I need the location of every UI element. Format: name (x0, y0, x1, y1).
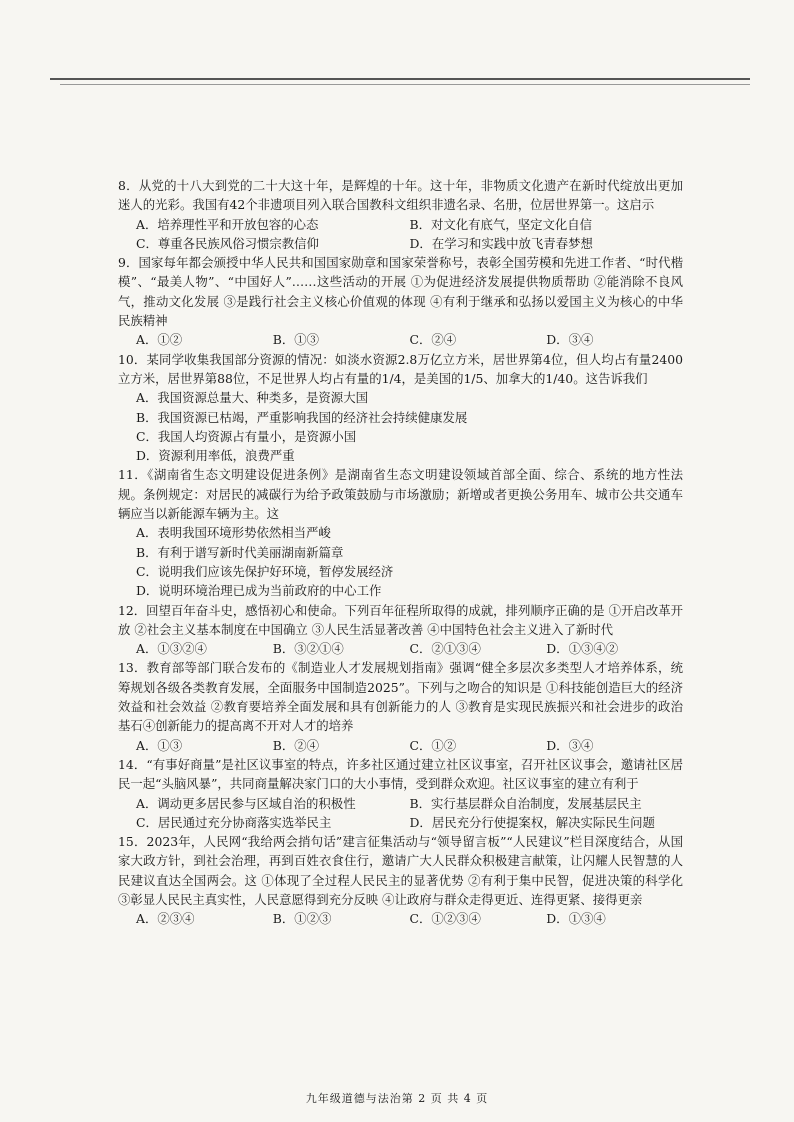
option-b: B．有利于谱写新时代美丽湖南新篇章 (136, 544, 344, 560)
question-14 (118, 755, 683, 832)
option-d: D．在学习和实践中放飞青春梦想 (409, 235, 593, 251)
option-b: B．①③ (272, 332, 320, 348)
question-stem: 15．2023年，人民网“我给两会捎句话”建言征集活动与“领导留言板”“人民建议”栏目深度结合，从国家大政方针，到社会治理，再到百姓衣食住行，邀请广大人民群众积极建言献策，让闪耀人民智慧的人民建议直达全国两会。这 ①体现了全过程人民民主的显著优势 ②有利于集中民智，促进决策的科学化 ③彰显人民民主真实性，人民意愿得到充分反映 ④让政府与群众走得更近、连得更紧、接得更亲 (118, 834, 683, 907)
question-stem: 14．“有事好商量”是社区议事室的特点，许多社区通过建立社区议事室，召开社区议事会，邀请社区居民一起“头脑风暴”，共同商量解决家门口的大小事情，受到群众欢迎。社区议事室的建立有利于 (118, 756, 683, 792)
header-rule (50, 78, 750, 80)
question-11 (118, 465, 683, 600)
option-c: C．②①③④ (409, 641, 481, 657)
question-stem: 12．回望百年奋斗史，感悟初心和使命。下列百年征程所取得的成就，排列顺序正确的是 ①开启改革开放 ②社会主义基本制度在中国确立 ③人民生活显著改善 ④中国特色社会主义进入了新时代 (118, 602, 683, 637)
question-12 (118, 601, 683, 659)
page-footer: 九年级道德与法治第 2 页 共 4 页 (305, 1092, 489, 1105)
option-a: A．②③④ (136, 911, 195, 927)
option-c: C．①②③④ (409, 911, 481, 927)
option-a: A．①② (136, 332, 183, 348)
option-a: A．①③ (136, 737, 183, 753)
option-d: D．③④ (546, 737, 594, 753)
option-c: C．②④ (409, 332, 457, 348)
option-d: D．资源利用率低，浪费严重 (136, 448, 295, 464)
option-c: C．我国人均资源占有量小，是资源小国 (136, 428, 357, 444)
header-rule-thin (60, 84, 750, 85)
option-c: C．居民通过充分协商落实选举民主 (136, 814, 332, 830)
option-b: B．我国资源已枯竭，严重影响我国的经济社会持续健康发展 (136, 409, 468, 425)
question-stem: 11．《湖南省生态文明建设促进条例》是湖南省生态文明建设领域首部全面、综合、系统的地方性法规。条例规定：对居民的减碳行为给予政策鼓励与市场激励；新增或者更换公务用车、城市公共交通车辆应当以新能源车辆为主。这 (118, 467, 683, 522)
option-a: A．①③②④ (136, 641, 207, 657)
option-a: A．表明我国环境形势依然相当严峻 (136, 525, 331, 541)
option-d: D．①③④ (546, 911, 606, 927)
option-a: A．我国资源总量大、种类多，是资源大国 (136, 390, 368, 406)
option-b: B．对文化有底气，坚定文化自信 (409, 216, 593, 232)
option-c: C．说明我们应该先保护好环境，暂停发展经济 (136, 563, 394, 579)
option-a: A．培养理性平和开放包容的心态 (136, 216, 319, 232)
question-stem: 9．国家每年都会颁授中华人民共和国国家勋章和国家荣誉称号，表彰全国劳模和先进工作者、“时代楷模”、“最美人物”、“中国好人”……这些活动的开展 ①为促进经济发展提供物质帮助 ②能消除不良风气，推动文化发展 ③是践行社会主义核心价值观的体现 ④有利于继承和弘扬以爱国主义为核心的中华民族精神 (118, 255, 683, 329)
question-8 (118, 176, 683, 253)
option-c: C．尊重各民族风俗习惯宗教信仰 (136, 235, 319, 251)
question-13 (118, 658, 683, 754)
question-15 (118, 832, 683, 928)
option-a: A．调动更多居民参与区域自治的积极性 (136, 795, 356, 811)
option-b: B．②④ (272, 737, 320, 753)
question-9 (118, 253, 683, 349)
question-list (118, 176, 683, 929)
option-c: C．①② (409, 737, 457, 753)
option-d: D．说明环境治理已成为当前政府的中心工作 (136, 583, 382, 599)
question-stem: 8．从党的十八大到党的二十大这十年，是辉煌的十年。这十年，非物质文化遗产在新时代绽放出更加迷人的光彩。我国有42个非遗项目列入联合国教科文组织非遗名录、名册，位居世界第一。这启示 (118, 178, 683, 213)
question-stem: 13．教育部等部门联合发布的《制造业人才发展规划指南》强调“健全多层次多类型人才培养体系，统筹规划各级各类教育发展，全面服务中国制造2025”。下列与之吻合的知识是 ①科技能创造巨大的经济效益和社会效益 ②教育要培养全面发展和具有创新能力的人 ③教育是实现民族振兴和社会进步的政治基石④创新能力的提高离不开对人才的培养 (118, 660, 683, 734)
option-b: B．实行基层群众自治制度，发展基层民主 (409, 795, 642, 811)
option-b: B．③②①④ (272, 641, 344, 657)
option-b: B．①②③ (272, 911, 332, 927)
option-d: D．①③④② (546, 641, 619, 657)
option-d: D．居民充分行使提案权，解决实际民生问题 (409, 814, 655, 830)
question-10 (118, 350, 683, 466)
option-d: D．③④ (546, 332, 594, 348)
question-stem: 10．某同学收集我国部分资源的情况：如淡水资源2.8万亿立方米，居世界第4位，但人均占有量2400立方米，居世界第88位，不足世界人均占有量的1/4，是美国的1/5、加拿大的1/40。这告诉我们 (118, 351, 683, 386)
